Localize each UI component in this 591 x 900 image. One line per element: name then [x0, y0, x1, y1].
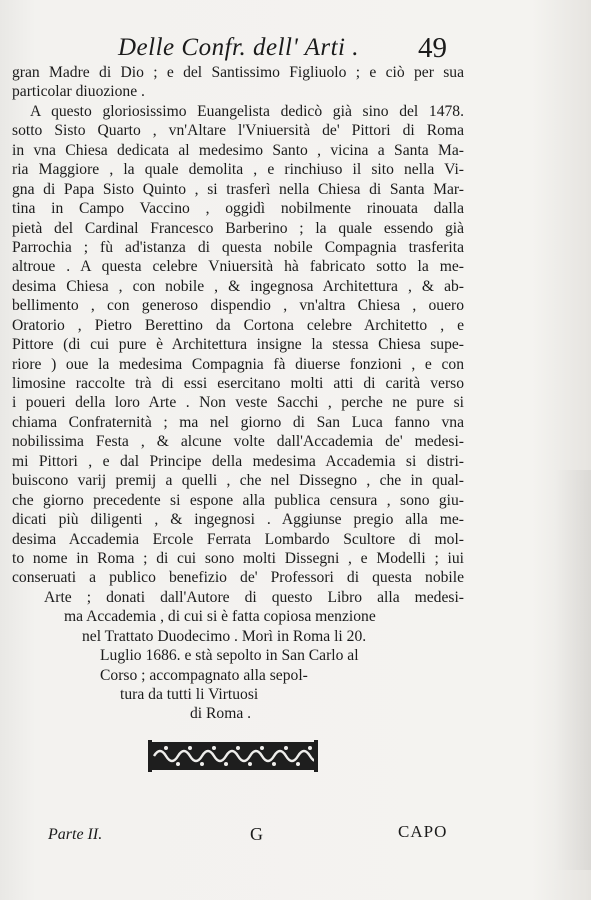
text-line: chiama Confraternità ; ma nel giorno di San Luca fanno vna [12, 413, 464, 431]
text-line: tina in Campo Vaccino , oggidì nobilmente rinouata dalla [12, 200, 464, 218]
text-line: nel Trattato Duodecimo . Morì in Roma li 20. [82, 627, 367, 645]
text-line: tura da tutti li Virtuosi [120, 686, 259, 703]
text-line: mi Pittori , e dal Principe della medesima Accademia si distri- [12, 452, 464, 470]
page-number: 49 [418, 32, 447, 64]
text-line: limosine raccolte trà di essi esercitano molti atti di carità verso [12, 375, 464, 392]
text-line: particolar diuozione . [12, 83, 145, 101]
text-line: Oratorio , Pietro Berettino da Cortona celebre Architetto , e [12, 316, 464, 334]
text-line: Arte ; donati dall'Autore di questo Libro alla medesi- [44, 588, 464, 606]
text-line: pietà del Cardinal Francesco Barberino ; la quale essendo già [12, 219, 464, 237]
text-line: Parrochia ; fù ad'istanza di questa nobile Compagnia trasferita [12, 238, 464, 256]
text-line: Pittore (di cui pure è Architettura insigne la stessa Chiesa supe- [12, 336, 464, 354]
text-line: A questo gloriosissimo Euangelista dedicò già sino del 1478. [30, 102, 464, 120]
text-line: gna di Papa Sisto Quinto , si trasferì nella Chiesa di Santa Mar- [12, 180, 464, 198]
text-line: sotto Sisto Quarto , vn'Altare l'Vniuersità de' Pittori di Roma [12, 122, 464, 140]
text-line: ria Maggiore , la quale demolita , e rinchiuso il sito nella Vi- [12, 161, 464, 179]
signature-line: Parte II. [48, 826, 103, 843]
text-line: in vna Chiesa dedicata al medesimo Santo , vicina a Santa Ma- [12, 141, 464, 159]
text-line: ma Accademia , di cui si è fatta copiosa menzione [64, 608, 376, 626]
catchword: CAPO [398, 822, 448, 841]
decorative-ornament-band [148, 738, 318, 774]
text-line: che giorno precedente si espone alla publica censura , sono giu- [12, 491, 464, 509]
text-line: buiscono varij premij a quelli , che nel Dissegno , che in qual- [12, 472, 464, 490]
text-line: riore ) oue la medesima Compagnia fà diuerse fonzioni , e con [12, 355, 464, 373]
text-line: Luglio 1686. e stà sepolto in San Carlo al [100, 647, 359, 665]
text-line: dicati più diligenti , & ingegnosi . Aggiunse pregio alla me- [12, 511, 464, 529]
text-line: nobilissima Festa , & alcune volte dall'Accademia de' medesi- [12, 433, 464, 451]
text-line: altroue . A questa celebre Vniuersità hà fabricato sotto la me- [12, 258, 464, 276]
running-head: Delle Confr. dell' Arti . [118, 34, 359, 61]
text-line: i poueri della loro Arte . Non veste Sacchi , perche ne pure si [12, 394, 464, 412]
text-line: di Roma . [190, 705, 252, 723]
signature-mark: G [250, 824, 263, 844]
body-text [12, 63, 464, 724]
text-line: conseruati a publico benefizio de' Professori di questa nobile [12, 569, 464, 587]
text-line: desima Chiesa , con nobile , & ingegnosa Architettura , & ab- [12, 277, 464, 295]
show-through-shadow [555, 470, 591, 870]
text-line: bellimento , con generoso dispendio , vn'altra Chiesa , ouero [12, 297, 464, 315]
text-line: desima Accademia Ercole Ferrata Lombardo Scultore di mol- [12, 530, 464, 548]
text-line: gran Madre di Dio ; e del Santissimo Figliuolo ; e ciò per sua [12, 64, 464, 81]
text-line: to nome in Roma ; di cui sono molti Dissegni , e Modelli ; iui [12, 549, 464, 567]
text-line: Corso ; accompagnato alla sepol- [100, 666, 308, 684]
